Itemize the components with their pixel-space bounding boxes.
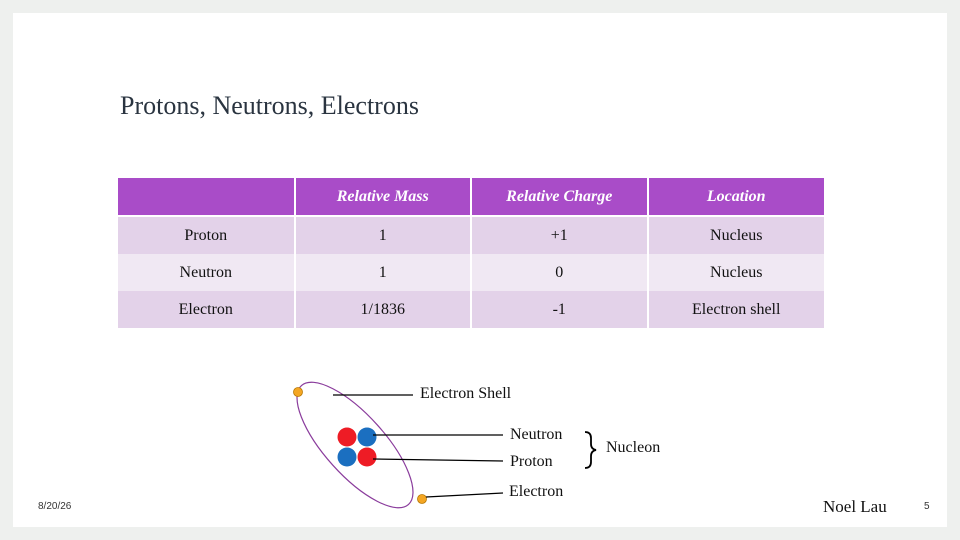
table-header-charge: Relative Charge xyxy=(471,178,648,216)
table-cell: Nucleus xyxy=(648,216,825,254)
proton-particle xyxy=(358,448,377,467)
proton-particle xyxy=(338,428,357,447)
electron-bottom xyxy=(418,495,427,504)
slide-date: 8/20/26 xyxy=(38,501,72,512)
table-cell: +1 xyxy=(471,216,648,254)
proton-label: Proton xyxy=(510,453,553,470)
table-cell: Electron shell xyxy=(648,291,825,328)
slide-page-number: 5 xyxy=(924,501,930,512)
slide-author: Noel Lau xyxy=(823,497,887,516)
table-cell: Neutron xyxy=(118,254,295,291)
table-header-location: Location xyxy=(648,178,825,216)
table-cell: Electron xyxy=(118,291,295,328)
electron-label: Electron xyxy=(509,483,564,500)
table-cell: -1 xyxy=(471,291,648,328)
proton-leader-line xyxy=(373,459,503,461)
table-cell: Proton xyxy=(118,216,295,254)
table-cell: 1 xyxy=(295,254,472,291)
table-cell: 0 xyxy=(471,254,648,291)
electron-leader-line xyxy=(426,493,503,497)
electron-shell-label: Electron Shell xyxy=(420,385,512,402)
table-cell: 1 xyxy=(295,216,472,254)
nucleon-bracket xyxy=(585,432,596,468)
neutron-particle xyxy=(358,428,377,447)
table-cell: 1/1836 xyxy=(295,291,472,328)
table-header-mass: Relative Mass xyxy=(295,178,472,216)
slide xyxy=(13,13,947,527)
neutron-particle xyxy=(338,448,357,467)
electron-top xyxy=(294,388,303,397)
nucleon-label: Nucleon xyxy=(606,439,661,456)
slide-title: Protons, Neutrons, Electrons xyxy=(120,91,419,120)
table-cell: Nucleus xyxy=(648,254,825,291)
neutron-label: Neutron xyxy=(510,426,563,443)
atom-diagram xyxy=(13,13,947,527)
